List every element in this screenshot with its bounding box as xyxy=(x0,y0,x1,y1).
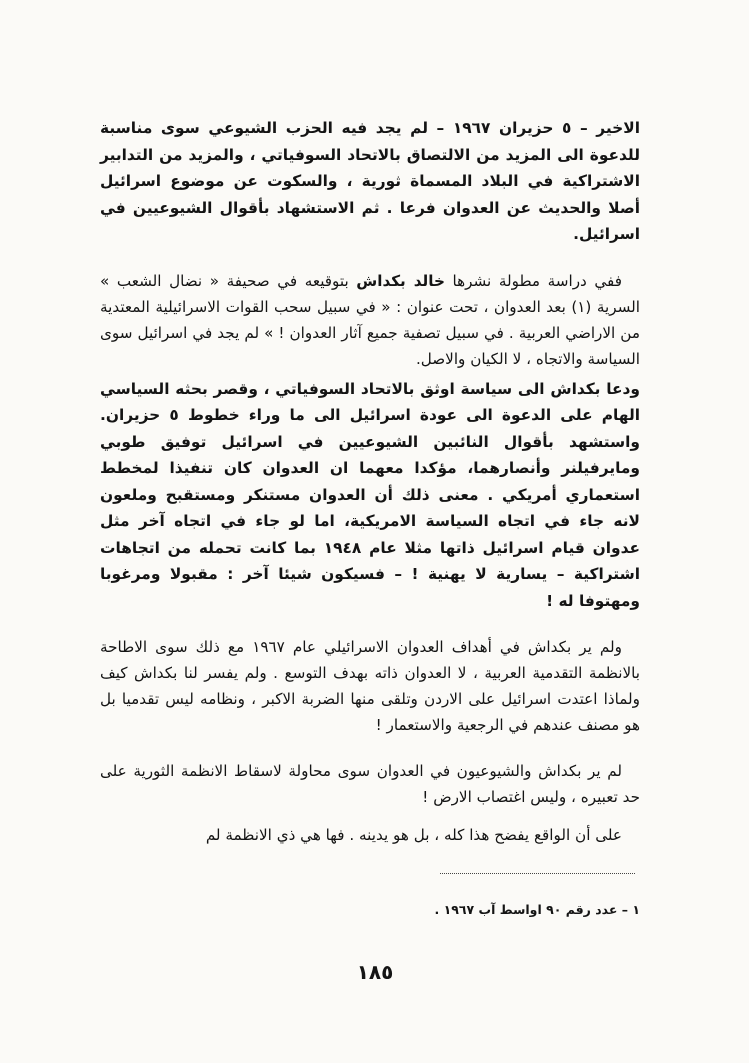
paragraph-1: الاخير – ٥ حزيران ١٩٦٧ – لم يجد فيه الحزب الشيوعي سوى مناسبة للدعوة الى المزيد من الالتصاق بالاتحاد السوفياتي ، والمزيد من التدابير الاشتراكية في البلاد المسماة ثورية ، والسكوت عن موضوع اسرائيل أصلا والحديث عن العدوان فرعا . ثم الاستشهاد بأقوال الشيوعيين في اسرائيل. xyxy=(100,119,640,243)
page-body xyxy=(100,115,640,848)
paragraph-6: على أن الواقع يفضح هذا كله ، بل هو يدينه . فها هي ذي الانظمة لم xyxy=(205,826,622,844)
author-name: خالد بكداش xyxy=(356,271,445,290)
paragraph-2-rest: بتوقيعه في صحيفة « نضال الشعب » السرية (١) بعد العدوان ، تحت عنوان : « في سبيل سحب القوات الاسرائيلية المعتدية من الاراضي العربية . في سبيل تصفية جميع آثار العدوان ! » لم يجد في اسرائيل سوى السياسة والاتجاه ، لا الكيان والاصل. xyxy=(100,271,640,368)
paragraph-2-lead: ففي دراسة مطولة نشرها xyxy=(444,271,622,290)
paragraph-3: ودعا بكداش الى سياسة اوثق بالاتحاد السوفياتي ، وقصر بحثه السياسي الهام على الدعوة الى عودة اسرائيل الى ما وراء خطوط ٥ حزيران. واستشهد بأقوال النائبين الشيوعيين في اسرائيل توفيق طوبي ومايرفيلنر وأنصارهما، مؤكدا معهما ان العدوان كان تنفيذا لمخطط استعماري أمريكي . معنى ذلك أن العدوان مستنكر ومستقبح وملعون لانه جاء في اتجاه السياسة الامريكية، اما لو جاء في اتجاه آخر مثل عدوان قيام اسرائيل ذاتها مثلا عام ١٩٤٨ بما كانت تحمله من اتجاهات اشتراكية – يسارية لا يهنية ! – فسيكون شيئا آخر : مقبولا ومرغوبا ومهتوفا له ! xyxy=(100,379,641,610)
page-number: ١٨٥ xyxy=(356,960,394,984)
footnote-separator xyxy=(440,873,635,874)
paragraph-4: ولم ير بكداش في أهداف العدوان الاسرائيلي عام ١٩٦٧ مع ذلك سوى الاطاحة بالانظمة التقدمية العربية ، لا العدوان ذاته بهدف التوسع . ولم يفسر لنا بكداش كيف ولماذا اعتدت اسرائيل على الاردن وتلقى منها الضربة الاكبر ، ونظامه ليس تقدميا بل هو مصنف عندهم في الرجعية والاستعمار ! xyxy=(100,638,640,734)
paragraph-2 xyxy=(100,268,640,372)
footnote: ١ – عدد رقم ٩٠ اواسط آب ١٩٦٧ . xyxy=(434,902,640,917)
paragraph-5: لم ير بكداش والشيوعيون في العدوان سوى محاولة لاسقاط الانظمة الثورية على حد تعبيره ، وليس اغتصاب الارض ! xyxy=(100,762,640,806)
